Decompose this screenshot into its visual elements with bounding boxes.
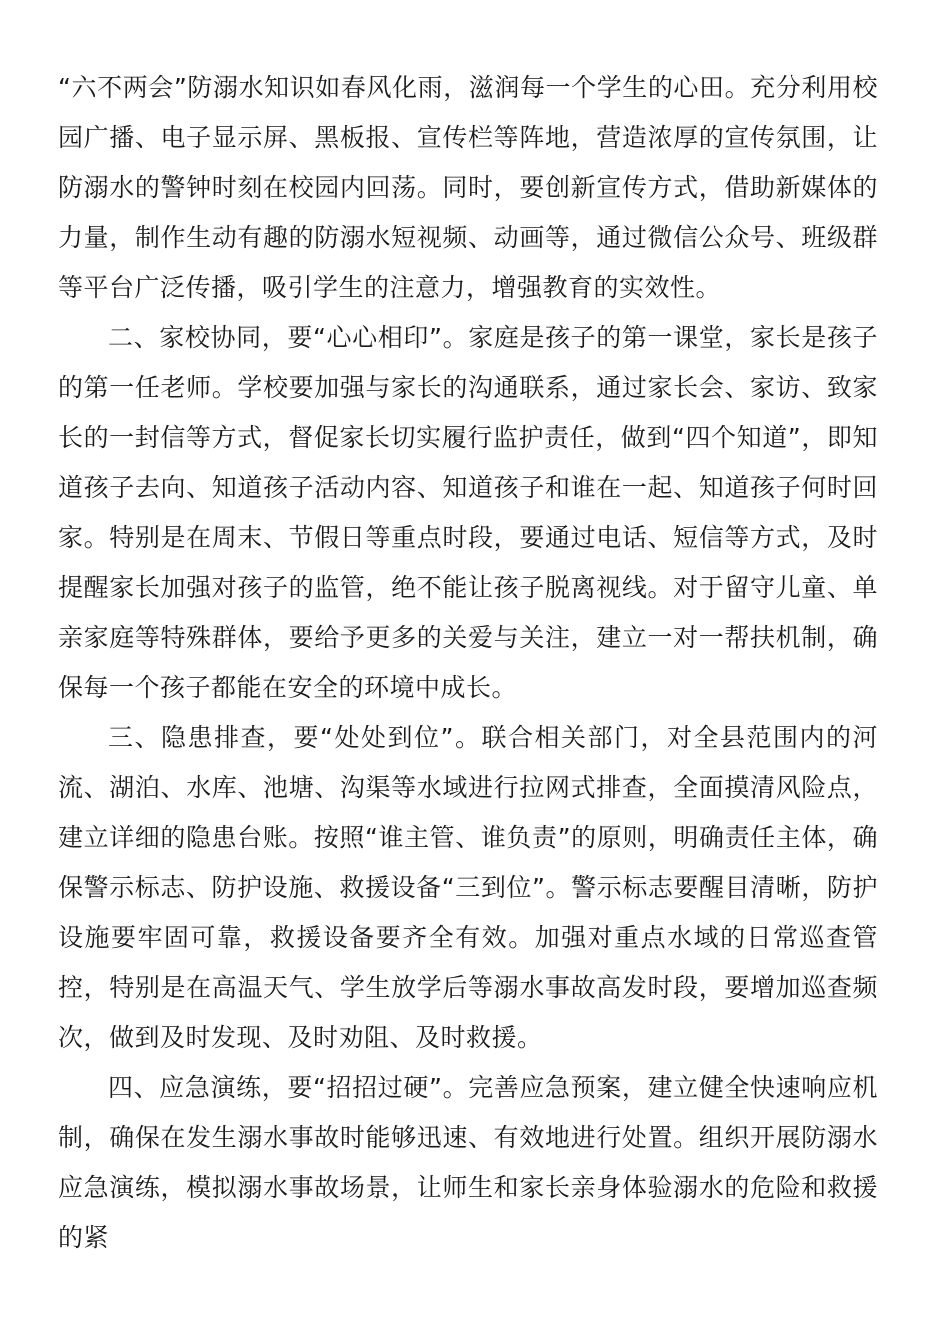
paragraph-section-4-emergency-drill: 四、应急演练，要“招招过硬”。完善应急预案，建立健全快速响应机制，确保在发生溺水事故时能够迅速、有效地进行处置。组织开展防溺水应急演练，模拟溺水事故场景，让师生和家长亲身体验溺水的危险和救援的紧 (58, 1073, 878, 1252)
paragraph-section-2-home-school: 二、家校协同，要“心心相印”。家庭是孩子的第一课堂，家长是孩子的第一任老师。学校要加强与家长的沟通联系，通过家长会、家访、致家长的一封信等方式，督促家长切实履行监护责任，做到“四个知道”，即知道孩子去向、知道孩子活动内容、知道孩子和谁在一起、知道孩子何时回家。特别是在周末、节假日等重点时段，要通过电话、短信等方式，及时提醒家长加强对孩子的监管，绝不能让孩子脱离视线。对于留守儿童、单亲家庭等特殊群体，要给予更多的关爱与关注，建立一对一帮扶机制，确保每一个孩子都能在安全的环境中成长。 (58, 323, 878, 702)
paragraph-continued: “六不两会”防溺水知识如春风化雨，滋润每一个学生的心田。充分利用校园广播、电子显示屏、黑板报、宣传栏等阵地，营造浓厚的宣传氛围，让防溺水的警钟时刻在校园内回荡。同时，要创新宣传方式，借助新媒体的力量，制作生动有趣的防溺水短视频、动画等，通过微信公众号、班级群等平台广泛传播，吸引学生的注意力，增强教育的实效性。 (58, 73, 878, 302)
paragraph-section-3-hazard-inspection: 三、隐患排查，要“处处到位”。联合相关部门，对全县范围内的河流、湖泊、水库、池塘、沟渠等水域进行拉网式排查，全面摸清风险点，建立详细的隐患台账。按照“谁主管、谁负责”的原则，明确责任主体，确保警示标志、防护设施、救援设备“三到位”。警示标志要醒目清晰，防护设施要牢固可靠，救援设备要齐全有效。加强对重点水域的日常巡查管控，特别是在高温天气、学生放学后等溺水事故高发时段，要增加巡查频次，做到及时发现、及时劝阻、及时救援。 (58, 723, 878, 1052)
document-body (58, 63, 878, 1263)
